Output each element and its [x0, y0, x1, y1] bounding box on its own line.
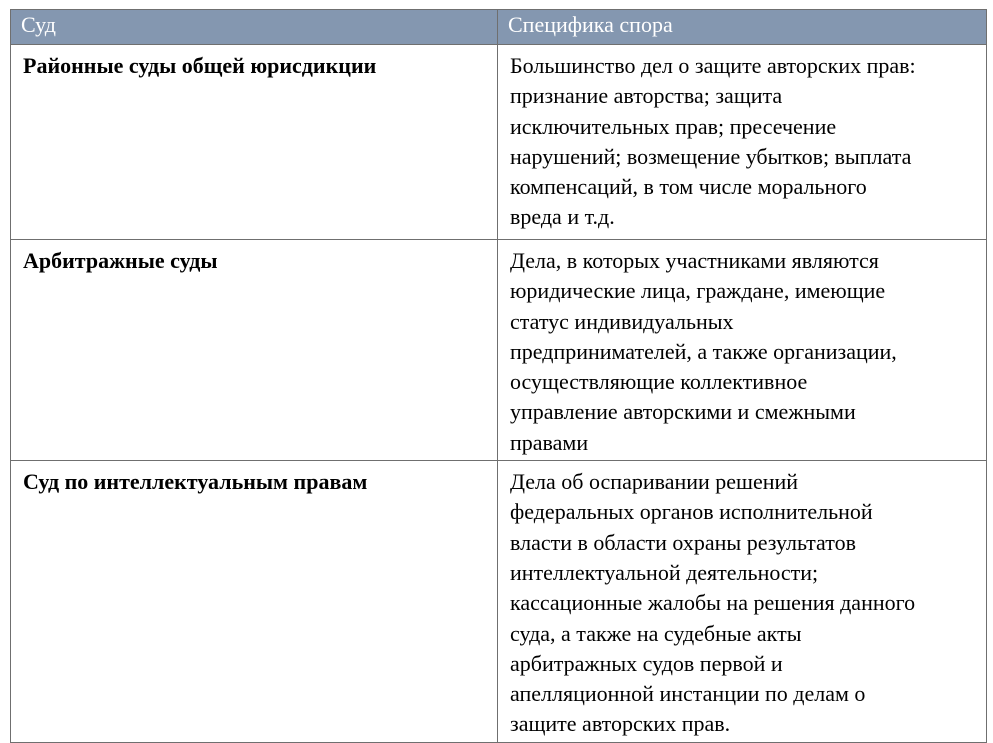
dispute-specifics-cell: Большинство дел о защите авторских прав: признание авторства; защита исключительных прав; пресечение нарушений; возмещение убытков; выплата компенсаций, в том числе морального вреда и т.д.	[498, 45, 987, 240]
table-row	[11, 45, 987, 240]
court-name-cell: Арбитражные суды	[11, 240, 498, 461]
table-row	[11, 240, 987, 461]
courts-table	[10, 9, 987, 743]
table-header	[11, 10, 987, 45]
header-specifics: Специфика спора	[498, 10, 987, 45]
table-body	[11, 45, 987, 743]
table-row	[11, 461, 987, 743]
dispute-specifics-cell: Дела об оспаривании решений федеральных органов исполнительной власти в области охраны результатов интеллектуальной деятельности; кассационные жалобы на решения данного суда, а также на судебные акты арбитражных судов первой и апелляционной инстанции по делам о защите авторских прав.	[498, 461, 987, 743]
court-name-cell: Суд по интеллектуальным правам	[11, 461, 498, 743]
court-name-cell: Районные суды общей юрисдикции	[11, 45, 498, 240]
dispute-specifics-cell: Дела, в которых участниками являются юридические лица, граждане, имеющие статус индивидуальных предпринимателей, а также организации, осуществляющие коллективное управление авторскими и смежными правами	[498, 240, 987, 461]
header-row	[11, 10, 987, 45]
header-court: Суд	[11, 10, 498, 45]
